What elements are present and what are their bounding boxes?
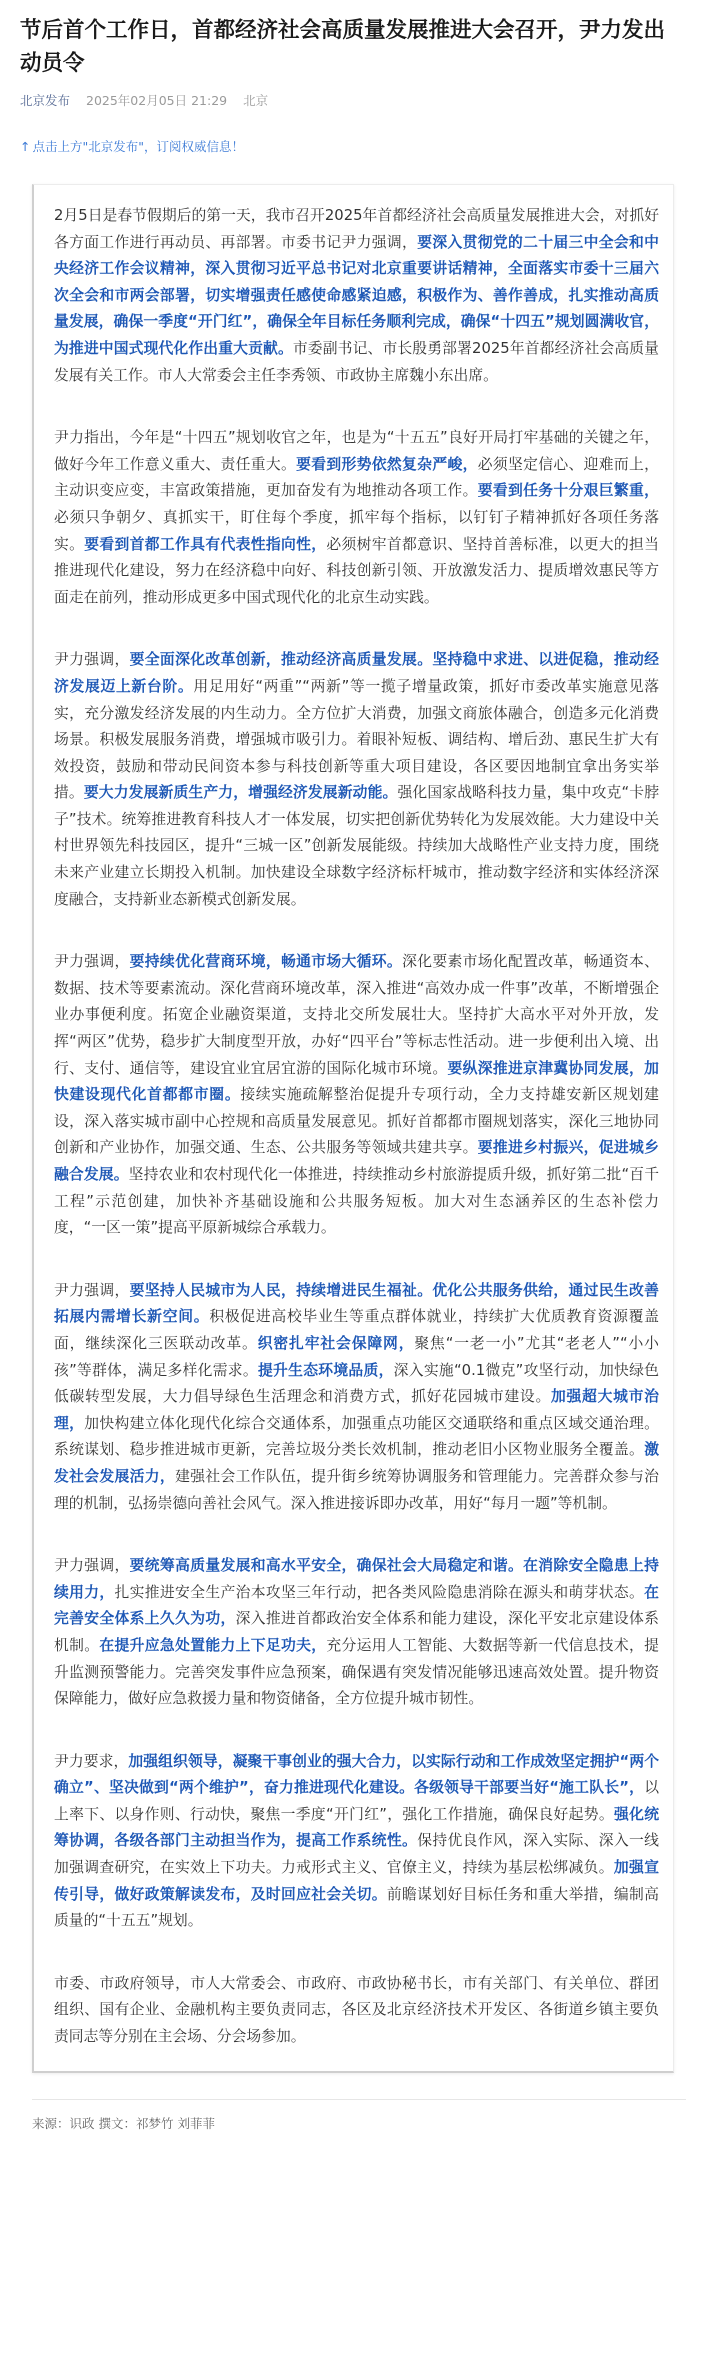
body-text: 以上率下、以身作则、行动快，聚焦一季度“开门红”，强化工作措施，确保良好起势。 (54, 1779, 659, 1823)
body-text: 2月5日是春节假期后的第一天，我市召开2025年首都经济社会高质量发展推进大会，对抓好各方面工作进行再动员、再部署。市委书记尹力强调， (54, 207, 659, 251)
highlighted-text: 要统筹高质量发展和高水平安全，确保社会大局稳定和谐。在消除安全隐患上持续用力， (54, 1557, 659, 1601)
body-text: 尹力强调， (54, 651, 130, 669)
body-paragraph (54, 949, 659, 1242)
subscribe-tip-text: 点击上方"北京发布"，订阅权威信息！ (32, 139, 244, 154)
highlighted-text: 强化统筹协调，各级各部门主动担当作为，提高工作系统性。 (54, 1805, 659, 1850)
account-name-link[interactable]: 北京发布 (20, 93, 71, 108)
body-text: 必须坚定信心、迎难而上，主动识变应变，丰富政策措施，更加奋发有为地推动各项工作。 (54, 455, 659, 500)
article-title: 节后首个工作日，首都经济社会高质量发展推进大会召开，尹力发出动员令 (20, 18, 666, 76)
highlighted-text: 要纵深推进京津冀协同发展，加快建设现代化首都都市圈。 (54, 1059, 659, 1104)
body-paragraph (54, 647, 659, 913)
highlighted-text: 要推进乡村振兴，促进城乡融合发展。 (54, 1139, 659, 1183)
article-body-card (32, 184, 674, 2073)
body-text: 深入实施“0.1微克”攻坚行动，加快绿色低碳转型发展，大力倡导绿色生活理念和消费方式，抓好花园城市建设。 (54, 1361, 659, 1406)
article-meta (20, 92, 686, 110)
body-text: 积极促进高校毕业生等重点群体就业，持续扩大优质教育资源覆盖面，继续深化三医联动改革。 (54, 1308, 659, 1352)
highlighted-text: 要深入贯彻党的二十届三中全会和中央经济工作会议精神，深入贯彻习近平总书记对北京重要讲话精神，全面落实市委十三届六次全会和市两会部署，切实增强责任感使命感紧迫感，积极作为、善作善成，扎实推动高质量发展，确保一季度“开门红”，确保全年目标任务顺利完成，确保“十四五”规划圆满收官，为推进中国式现代化作出重大贡献。 (54, 233, 659, 357)
body-text: 市委、市政府领导，市人大常委会、市政府、市政协秘书长，市有关部门、有关单位、群团组织、国有企业、金融机构主要负责同志，各区及北京经济技术开发区、各街道乡镇主要负责同志等分别在主会场、分会场参加。 (54, 1974, 659, 2046)
highlighted-text: 激发社会发展活力， (54, 1441, 659, 1485)
highlighted-text: 要看到首都工作具有代表性指向性， (84, 535, 327, 553)
body-paragraph (54, 1553, 659, 1713)
body-text: 用足用好“两重”“两新”等一揽子增量政策，抓好市委改革实施意见落实，充分激发经济发展的内生动力。全方位扩大消费，加强文商旅体融合，创造多元化消费场景。积极发展服务消费，增强城市吸引力。着眼补短板、调结构、增后劲、惠民生扩大有效投资，鼓励和带动民间资本参与科技创新等重大项目建设，各区要因地制宜拿出务实举措。 (54, 677, 659, 802)
body-text: 建强社会工作队伍，提升街乡统筹协调服务和管理能力。完善群众参与治理的机制，弘扬崇德向善社会风气。深入推进接诉即办改革，用好“每月一题”等机制。 (54, 1467, 659, 1512)
body-text: 深化要素市场化配置改革，畅通资本、数据、技术等要素流动。深化营商环境改革，深入推进“高效办成一件事”改革，不断增强企业办事便利度。拓宽企业融资渠道，支持北交所发展壮大。坚持扩大高水平对外开放，发挥“两区”优势，稳步扩大制度型开放，办好“四平台”等标志性活动。进一步便利出入境、出行、支付、通信等，建设宜业宜居宜游的国际化城市环境。 (54, 953, 659, 1077)
highlighted-text: 加强宣传引导，做好政策解读发布，及时回应社会关切。 (54, 1859, 659, 1903)
body-text: 前瞻谋划好目标任务和重大举措，编制高质量的“十五五”规划。 (54, 1885, 659, 1930)
body-text: 尹力强调， (54, 1557, 130, 1575)
highlighted-text: 要看到任务十分艰巨繁重， (477, 482, 659, 500)
body-paragraph (54, 1971, 659, 2051)
body-text: 尹力要求， (54, 1752, 129, 1770)
body-text: 深入推进首都政治安全体系和能力建设，深化平安北京建设体系机制。 (54, 1610, 659, 1654)
highlighted-text: 加强组织领导，凝聚干事创业的强大合力，以实际行动和工作成效坚定拥护“两个确立”、坚决做到“两个维护”，奋力推进现代化建设。各级领导干部要当好“施工队长”， (54, 1752, 659, 1797)
body-text: 充分运用人工智能、大数据等新一代信息技术，提升监测预警能力。完善突发事件应急预案，确保遇有突发情况能够迅速高效处置。提升物资保障能力，做好应急救援力量和物资储备，全方位提升城市韧性。 (54, 1636, 659, 1708)
body-text: 强化国家战略科技力量，集中攻克“卡脖子”技术。统筹推进教育科技人才一体发展，切实把创新优势转化为发展效能。大力建设中关村世界领先科技园区，提升“三城一区”创新发展能级。持续加大战略性产业支持力度，围绕未来产业建立长期投入机制。加快建设全球数字经济标杆城市，推动数字经济和实体经济深度融合，支持新业态新模式创新发展。 (54, 784, 659, 908)
body-text: 尹力强调， (54, 1281, 130, 1299)
body-text: 尹力强调， (54, 953, 130, 971)
publish-date: 2025年02月05日 21:29 (86, 93, 228, 108)
body-text: 加快构建立体化现代化综合交通体系，加强重点功能区交通联络和重点区域交通治理。系统谋划、稳步推进城市更新，完善垃圾分类长效机制，推动老旧小区物业服务全覆盖。 (54, 1414, 659, 1459)
highlighted-text: 要全面深化改革创新，推动经济高质量发展。坚持稳中求进、以进促稳，推动经济发展迈上新台阶。 (54, 651, 659, 695)
body-paragraph (54, 1749, 659, 1935)
highlighted-text: 要持续优化营商环境，畅通市场大循环。 (129, 953, 403, 971)
body-paragraph (54, 203, 659, 389)
highlighted-text: 要坚持人民城市为人民，持续增进民生福祉。优化公共服务供给，通过民生改善拓展内需增长新空间。 (54, 1281, 659, 1326)
body-text: 必须只争朝夕、真抓实干，盯住每个季度，抓牢每个指标，以钉钉子精神抓好各项任务落实。 (54, 508, 659, 553)
highlighted-text: 提升生态环境品质， (257, 1361, 394, 1379)
highlighted-text: 织密扎牢社会保障网， (257, 1334, 415, 1352)
body-text: 必须树牢首都意识、坚持首善标准，以更大的担当推进现代化建设，努力在经济稳中向好、科技创新引领、开放激发活力、提质增效惠民等方面走在前列，推动形成更多中国式现代化的北京生动实践。 (54, 535, 659, 606)
body-paragraph (54, 1278, 659, 1517)
highlighted-text: 在完善安全体系上久久为功， (54, 1583, 659, 1628)
body-text: 聚焦“一老一小”尤其“老老人”“小小孩”等群体，满足多样化需求。 (54, 1334, 659, 1379)
body-text: 市委副书记、市长殷勇部署2025年首都经济社会高质量发展有关工作。市人大常委会主任李秀领、市政协主席魏小东出席。 (54, 339, 659, 384)
highlighted-text: 在提升应急处置能力上下足功夫， (99, 1636, 327, 1654)
body-text: 保持优良作风，深入实际、深入一线加强调查研究，在实效上下功夫。力戒形式主义、官僚主义，持续为基层松绑减负。 (54, 1832, 659, 1877)
body-text: 尹力指出，今年是“十四五”规划收官之年，也是为“十五五”良好开局打牢基础的关键之年，做好今年工作意义重大、责任重大。 (54, 429, 659, 473)
body-paragraph (54, 425, 659, 611)
highlighted-text: 要大力发展新质生产力，增强经济发展新动能。 (83, 784, 398, 802)
highlighted-text: 加强超大城市治理， (54, 1388, 659, 1432)
up-arrow-icon: ↑ (20, 139, 31, 154)
body-text: 坚持农业和农村现代化一体推进，持续推动乡村旅游提质升级，抓好第二批“百千工程”示范创建，加快补齐基础设施和公共服务短板。加大对生态涵养区的生态补偿力度，“一区一策”提高平原新城综合承载力。 (54, 1166, 659, 1237)
subscribe-tip[interactable] (20, 138, 686, 156)
body-text: 接续实施疏解整治促提升专项行动，全力支持雄安新区规划建设，深入落实城市副中心控规和高质量发展意见。抓好首都都市圈规划落实，深化三地协同创新和产业协作，加强交通、生态、公共服务等领域共建共享。 (54, 1086, 659, 1157)
article-footer: 来源：识政 撰文：祁梦竹 刘菲菲 (32, 2099, 686, 2132)
highlighted-text: 要看到形势依然复杂严峻， (296, 455, 478, 473)
publish-location: 北京 (243, 93, 269, 108)
body-text: 扎实推进安全生产治本攻坚三年行动，把各类风险隐患消除在源头和萌芽状态。 (114, 1583, 645, 1601)
